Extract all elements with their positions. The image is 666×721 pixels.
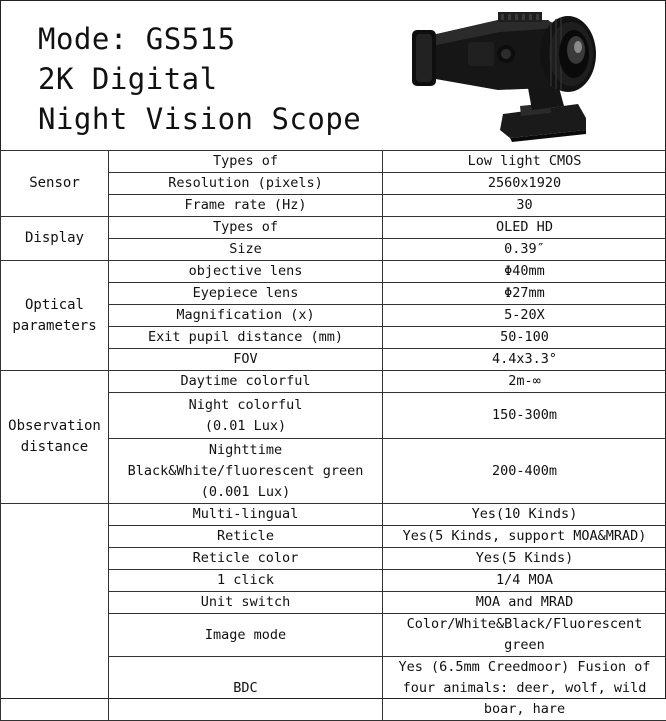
product-title-line-1: 2K Digital (38, 62, 218, 96)
cell-text-line: Color/White&Black/Fluorescent (407, 616, 643, 632)
value-cell (383, 305, 666, 327)
cell-text-line: 150-300m (492, 407, 557, 423)
model-title: Mode: GS515 (38, 22, 236, 56)
parameter-cell (109, 305, 383, 327)
parameter-cell (109, 657, 383, 721)
value-cell (383, 592, 666, 614)
parameter-cell (109, 504, 383, 526)
cell-text-line: (0.001 Lux) (201, 484, 290, 500)
cell-text-line: Φ40mm (504, 263, 545, 279)
parameter-cell (109, 592, 383, 614)
cell-text-line: parameters (12, 318, 96, 334)
parameter-cell (109, 349, 383, 371)
cell-text-line: green (504, 637, 545, 653)
cell-text-line: Φ27mm (504, 285, 545, 301)
cell-text-line: objective lens (189, 263, 303, 279)
cell-text-line: 1 click (217, 572, 274, 588)
cell-text-line: 30 (516, 197, 532, 213)
cell-text-line: Types of (213, 153, 278, 169)
value-cell (383, 349, 666, 371)
parameter-cell (109, 439, 383, 504)
cell-text-line: Optical (25, 297, 84, 313)
parameter-cell (109, 217, 383, 239)
value-cell (383, 504, 666, 526)
parameter-cell (109, 371, 383, 393)
cell-text-line: Black&White/fluorescent green (128, 463, 364, 479)
parameter-cell (109, 261, 383, 283)
category-cell (1, 371, 109, 504)
cell-text-line: 1/4 MOA (496, 572, 553, 588)
cell-text-line: Yes(10 Kinds) (472, 506, 578, 522)
cell-text-line: FOV (233, 351, 257, 367)
cell-text-line: Yes(5 Kinds) (476, 550, 574, 566)
cell-text-line: Magnification (x) (176, 307, 314, 323)
parameter-cell (109, 195, 383, 217)
parameter-cell (109, 526, 383, 548)
cell-text-line: OLED HD (496, 219, 553, 235)
value-cell (383, 439, 666, 504)
spec-row (1, 504, 666, 526)
cell-text-line: Reticle (217, 528, 274, 544)
cell-text-line: Frame rate (Hz) (185, 197, 307, 213)
cell-text-line: 4.4x3.3° (492, 351, 557, 367)
value-cell (383, 239, 666, 261)
parameter-cell (109, 283, 383, 305)
cell-text-line: Resolution (pixels) (168, 175, 322, 191)
cell-text-line: Nighttime (209, 442, 282, 458)
cell-text-line: Types of (213, 219, 278, 235)
value-cell (383, 548, 666, 570)
cell-text-line: (0.01 Lux) (205, 418, 286, 434)
value-cell (383, 173, 666, 195)
spec-row (1, 151, 666, 173)
cell-text-line: 2m-∞ (508, 373, 541, 389)
cell-text-line: Display (25, 230, 84, 246)
spec-row (1, 217, 666, 239)
value-cell (383, 217, 666, 239)
cell-text-line: Eyepiece lens (193, 285, 299, 301)
parameter-cell (109, 570, 383, 592)
cell-text-line: distance (21, 439, 88, 455)
cell-text-line: Yes (6.5mm Creedmoor) Fusion of (399, 659, 651, 675)
cell-text-line: MOA and MRAD (476, 594, 574, 610)
value-cell (383, 195, 666, 217)
cell-text-line: Image mode (205, 627, 286, 643)
cell-text-line: Night colorful (189, 397, 303, 413)
cell-text-line: boar, hare (484, 701, 565, 717)
cell-text-line: 0.39″ (504, 241, 545, 257)
cell-text-line: Sensor (29, 175, 80, 191)
value-cell (383, 371, 666, 393)
value-cell (383, 393, 666, 439)
header (0, 0, 666, 150)
cell-text-line: 5-20X (504, 307, 545, 323)
parameter-cell (109, 614, 383, 657)
value-cell (383, 570, 666, 592)
product-title-line-2: Night Vision Scope (38, 102, 361, 136)
cell-text-line: 2560x1920 (488, 175, 561, 191)
category-cell (1, 217, 109, 261)
spec-row (1, 371, 666, 393)
parameter-cell (109, 393, 383, 439)
cell-text-line: Reticle color (193, 550, 299, 566)
parameter-cell (109, 239, 383, 261)
category-cell (1, 151, 109, 217)
value-cell (383, 151, 666, 173)
spec-table (0, 150, 666, 721)
category-cell (1, 504, 109, 721)
parameter-cell (109, 151, 383, 173)
parameter-cell (109, 327, 383, 349)
parameter-cell (109, 548, 383, 570)
cell-text-line: Low light CMOS (468, 153, 582, 169)
value-cell (383, 261, 666, 283)
cell-text-line: Unit switch (201, 594, 290, 610)
value-cell (383, 614, 666, 657)
cell-text-line: 200-400m (492, 463, 557, 479)
value-cell (383, 283, 666, 305)
cell-text-line: 50-100 (500, 329, 549, 345)
cell-text-line: BDC (233, 680, 257, 696)
cell-text-line: Size (229, 241, 262, 257)
cell-text-line: Observation (8, 418, 101, 434)
cell-text-line: four animals: deer, wolf, wild (403, 680, 647, 696)
cell-text-line: Yes(5 Kinds, support MOA&MRAD) (403, 528, 647, 544)
parameter-cell (109, 173, 383, 195)
value-cell (383, 657, 666, 721)
cell-text-line: Exit pupil distance (mm) (148, 329, 343, 345)
night-vision-scope-icon (408, 6, 608, 146)
value-cell (383, 526, 666, 548)
cell-text-line: Multi-lingual (193, 506, 299, 522)
cell-text-line: Daytime colorful (180, 373, 310, 389)
category-cell (1, 261, 109, 371)
spec-row (1, 261, 666, 283)
value-cell (383, 327, 666, 349)
